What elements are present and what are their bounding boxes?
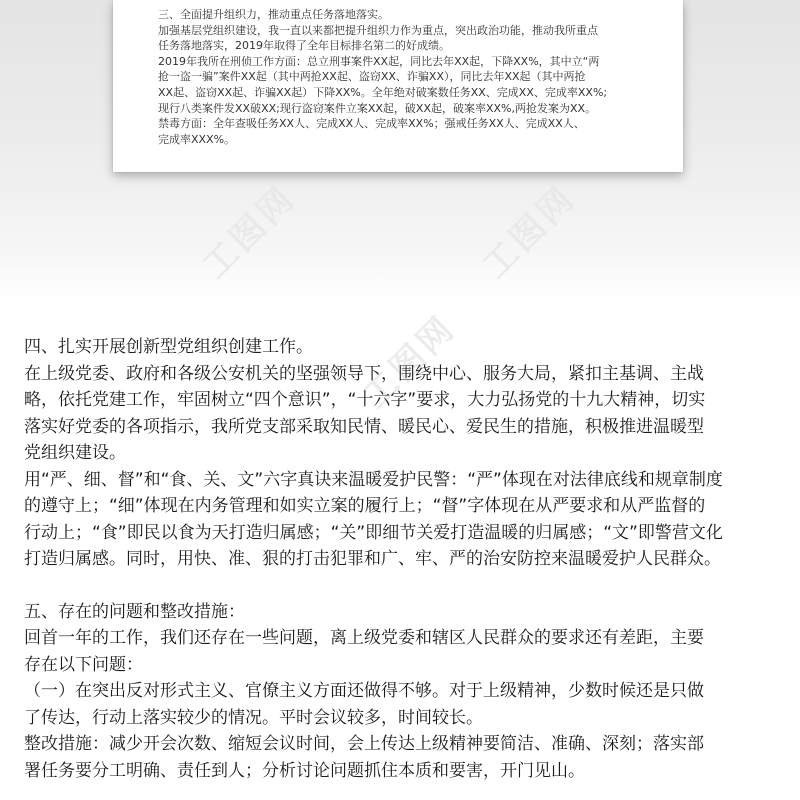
card-paragraph-2: 2019年我所在刑侦工作方面：总立刑事案件XX起，同比去年XX起，下降XX%，其中立“两 抢一盗一骗”案件XX起（其中两抢XX起、盗窃XX、诈骗XX），同比去年XX起（其中两抢 XX起、盗窃XX起、诈骗XX起）下降XX%。全年绝对破案数任务XX、完成XX、完成率XX%; 现行八类案件发XX破XX;现行盗窃案件立案XX起，破XX起，破案率XX%,两抢发案为XX。 xyxy=(158,54,608,115)
watermark: 工图网 xyxy=(355,307,464,417)
section-5-paragraph-1: 回首一年的工作，我们还存在一些问题，离上级党委和辖区人民群众的要求还有差距，主要 存在以下问题： xyxy=(24,628,704,675)
section-5-title: 五、存在的问题和整改措施： xyxy=(24,601,245,622)
section-4-paragraph-2: 用“严、细、督”和“食、关、文”六字真诀来温暖爱护民警：“严”体现在对法律底线和规章制度 的遵守上；“细”体现在内务管理和如实立案的履行上；“督”字体现在从严要求和从严监督的 行动上；“食”即民以食为天打造归属感；“关”即细节关爱打造温暖的归属感；“文”即警营文化 打造归属感。同时，用快、准、狠的打击犯罪和广、牢、严的治安防控来温暖爱护人民群众。 xyxy=(24,469,723,569)
section-5-paragraph-3: 整改措施：减少开会次数、缩短会议时间，会上传达上级精神要简洁、准确、深刻；落实部 署任务要分工明确、责任到人；分析讨论问题抓住本质和要害，开门见山。 xyxy=(24,734,704,781)
section-4-paragraph-1: 在上级党委、政府和各级公安机关的坚强领导下，围绕中心、服务大局，紧扣主基调、主战 略，依托党建工作，牢固树立“四个意识”，“十六字”要求，大力弘扬党的十九大精神，切实 落实好党委的各项指示，我所党支部采取知民情、暖民心、爱民生的措施，积极推进温暖型 党组织建设。 xyxy=(24,363,706,463)
card-heading-3: 三、全面提升组织力，推动重点任务落地落实。 xyxy=(158,8,389,21)
card-paragraph-3: 禁毒方面：全年查吸任务XX人、完成XX人、完成率XX%；强戒任务XX人、完成XX人、 完成率XXX%。 xyxy=(158,117,585,146)
card-paragraph-1: 加强基层党组织建设，我一直以来都把提升组织力作为重点，突出政治功能，推动我所重点 任务落地落实，2019年取得了全年目标排名第二的好成绩。 xyxy=(158,23,598,53)
watermark: 工图网 xyxy=(195,177,304,287)
section-5-paragraph-2: （一）在突出反对形式主义、官僚主义方面还做得不够。对于上级精神，少数时候还是只做 了传达，行动上落实较少的情况。平时会议较多，时间较长。 xyxy=(24,681,704,728)
document-preview-card xyxy=(113,0,683,172)
paragraph-gap xyxy=(24,573,784,599)
section-4-title: 四、扎实开展创新型党组织创建工作。 xyxy=(24,337,313,357)
document-body xyxy=(24,334,784,784)
watermark: 工图网 xyxy=(475,177,584,287)
